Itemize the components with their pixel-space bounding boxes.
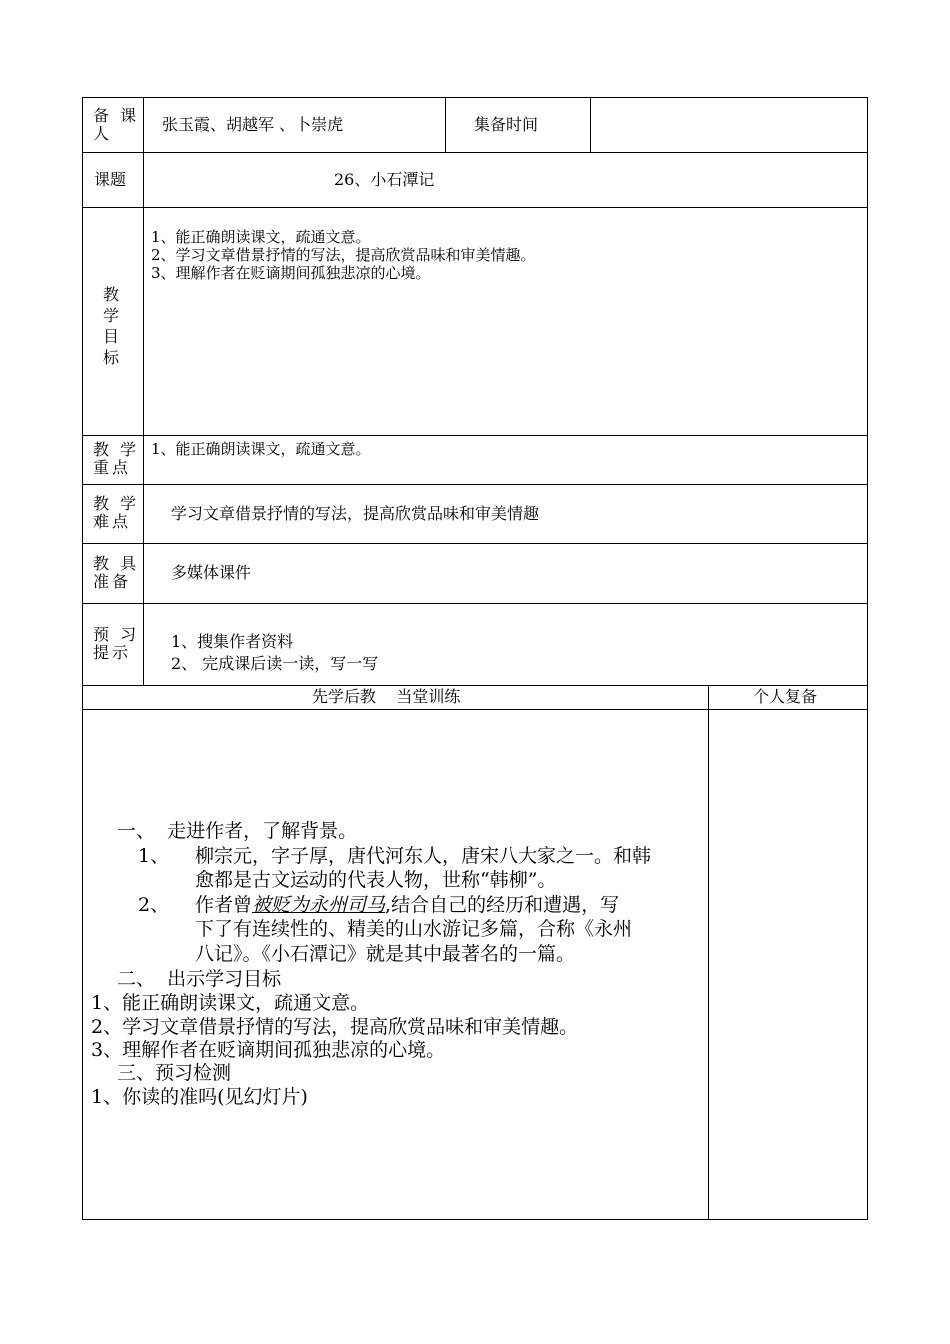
author-exile-line: 八记》。《小石潭记》就是其中最著名的一篇。 <box>195 943 576 965</box>
section-3-title: 三、预习检测 <box>117 1062 232 1084</box>
preview-item: 2、 完成课后读一读，写一写 <box>171 654 379 673</box>
key-points-label: 教 学 重点 <box>93 440 140 477</box>
time-label: 集备时间 <box>474 115 539 134</box>
tools-label: 教 具 准备 <box>93 554 140 591</box>
difficulties-label: 教 学 难点 <box>93 494 140 531</box>
objective-item: 3、理解作者在贬谪期间孤独悲凉的心境。 <box>151 264 431 282</box>
goal-item: 3、理解作者在贬谪期间孤独悲凉的心境。 <box>91 1039 446 1061</box>
exile-text-post: ,结合自己的经历和遭遇，写 <box>385 894 620 916</box>
row-divider <box>82 603 868 604</box>
row-divider <box>82 543 868 544</box>
list-number: 2、 <box>138 894 170 916</box>
author-exile-line: 下了有连续性的、精美的山水游记多篇，合称《永州 <box>195 918 633 940</box>
col-divider <box>143 97 144 685</box>
exile-text-emphasis: 被贬为永州司马 <box>252 894 386 916</box>
author-intro-line: 愈都是古文运动的代表人物，世称“韩柳”。 <box>195 869 557 891</box>
row-divider <box>82 207 868 208</box>
topic-label: 课题 <box>94 170 127 189</box>
difficulties-value: 学习文章借景抒情的写法，提高欣赏品味和审美情趣 <box>171 504 540 523</box>
preparer-label: 备 课 人 <box>93 106 140 143</box>
preparers: 张玉霞、胡越军 、卜崇虎 <box>162 115 344 134</box>
col-divider <box>708 685 709 1220</box>
row-divider <box>82 435 868 436</box>
section-header-main: 先学后教 当堂训练 <box>312 687 461 706</box>
author-exile-line <box>195 896 619 915</box>
list-number: 1、 <box>138 845 170 867</box>
col-divider <box>590 97 591 152</box>
author-intro-line: 柳宗元，字子厚，唐代河东人，唐宋八大家之一。和韩 <box>195 845 652 867</box>
objectives-label: 教 学 目 标 <box>103 285 120 367</box>
row-divider <box>82 709 868 710</box>
goal-item: 1、能正确朗读课文，疏通文意。 <box>91 992 370 1014</box>
topic-value: 26、小石潭记 <box>334 170 435 189</box>
preview-label: 预 习 提示 <box>93 625 140 662</box>
section-1-title: 一、 走进作者，了解背景。 <box>117 820 358 842</box>
preview-check-item: 1、你读的准吗(见幻灯片) <box>91 1086 308 1108</box>
objective-item: 1、能正确朗读课文，疏通文意。 <box>151 228 371 246</box>
col-divider <box>445 97 446 152</box>
key-points-value: 1、能正确朗读课文，疏通文意。 <box>151 440 371 458</box>
exile-text-pre: 作者曾 <box>195 894 253 916</box>
section-2-title: 二、 出示学习目标 <box>117 968 282 990</box>
row-divider <box>82 484 868 485</box>
section-header-side: 个人复备 <box>753 687 818 706</box>
row-divider <box>82 685 868 686</box>
objective-item: 2、学习文章借景抒情的写法，提高欣赏品味和审美情趣。 <box>151 246 536 264</box>
preview-item: 1、搜集作者资料 <box>171 632 294 651</box>
row-divider <box>82 152 868 153</box>
tools-value: 多媒体课件 <box>171 563 252 582</box>
goal-item: 2、学习文章借景抒情的写法，提高欣赏品味和审美情趣。 <box>91 1016 579 1038</box>
